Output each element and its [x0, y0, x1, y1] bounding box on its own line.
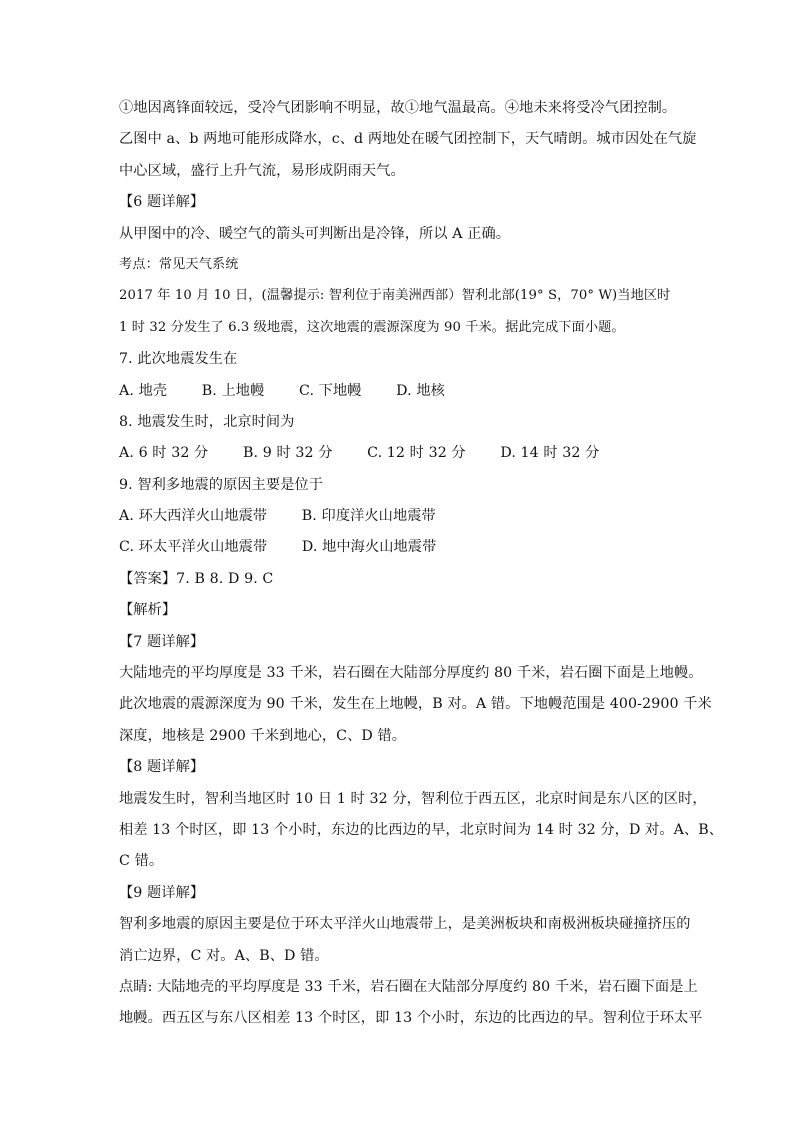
- option: D. 14 时 32 分: [500, 445, 600, 462]
- option: C. 12 时 32 分: [367, 445, 466, 462]
- text-line: 从甲图中的冷、暖空气的箭头可判断出是冷锋，所以 A 正确。: [119, 225, 511, 242]
- question-7-options: [119, 381, 679, 401]
- option: A. 6 时 32 分: [119, 445, 209, 462]
- document-page: [119, 98, 724, 1040]
- text-line: 深度，地核是 2900 千米到地心，C、D 错。: [119, 727, 407, 744]
- option: A. 地壳: [119, 382, 168, 399]
- text-line: 中心区域，盛行上升气流，易形成阴雨天气。: [119, 162, 405, 179]
- question-7: 7. 此次地震发生在: [119, 351, 238, 368]
- option: B. 9 时 32 分: [242, 445, 333, 462]
- text-line: 考点：常见天气系统: [119, 256, 239, 272]
- question-8-options: [119, 443, 679, 463]
- section-heading: 【6 题详解】: [119, 194, 205, 211]
- text-line: 1 时 32 分发生了 6.3 级地震，这次地震的震源深度为 90 千米。据此完成下面小题。: [119, 319, 625, 335]
- text-line: 相差 13 个时区，即 13 个小时，东边的比西边的早，北京时间为 14 时 32 分，D 对。A、B、: [119, 821, 724, 838]
- option: A. 环大西洋火山地震带: [119, 508, 268, 525]
- text-line: 消亡边界，C 对。A、B、D 错。: [119, 947, 329, 964]
- answer-line: 【答案】7. B 8. D 9. C: [119, 570, 274, 587]
- option: D. 地中海火山地震带: [301, 539, 437, 556]
- text-line: 此次地震的震源深度为 90 千米，发生在上地幔，B 对。A 错。下地幔范围是 400-2900 千米: [119, 696, 712, 713]
- question-9-options-row1: [119, 506, 679, 526]
- option: C. 下地幔: [299, 382, 362, 399]
- text-line: 乙图中 a、b 两地可能形成降水，c、d 两地处在暖气团控制下，天气晴朗。城市因处在气旋: [119, 131, 697, 148]
- text-line: C 错。: [119, 853, 164, 870]
- option: B. 印度洋火山地震带: [301, 508, 436, 525]
- text-line: 智利多地震的原因主要是位于环太平洋火山地震带上，是美洲板块和南极洲板块碰撞挤压的: [119, 916, 691, 933]
- text-line: 地幔。西五区与东八区相差 13 个时区，即 13 个小时，东边的比西边的早。智利位于环太平: [119, 1010, 703, 1027]
- option: D. 地核: [396, 382, 445, 399]
- option: C. 环太平洋火山地震带: [119, 539, 268, 556]
- text-line: ①地因离锋面较远，受冷气团影响不明显，故①地气温最高。④地未来将受冷气团控制。: [119, 100, 677, 116]
- question-8: 8. 地震发生时，北京时间为: [119, 413, 295, 430]
- option: B. 上地幔: [201, 382, 265, 399]
- text-line: 地震发生时，智利当地区时 10 日 1 时 32 分，智利位于西五区，北京时间是东八区的区时，: [119, 790, 707, 807]
- section-heading: 【解析】: [119, 602, 177, 619]
- section-heading: 【7 题详解】: [119, 633, 205, 650]
- section-heading: 【9 题详解】: [119, 884, 205, 901]
- text-line: 点睛: 大陆地壳的平均厚度是 33 千米，岩石圈在大陆部分厚度约 80 千米，岩石圈下面是上: [119, 978, 698, 995]
- text-line: 2017 年 10 月 10 日，(温馨提示: 智利位于南美洲西部）智利北部(19° S，70° W)当地区时: [119, 288, 671, 304]
- section-heading: 【8 题详解】: [119, 759, 205, 776]
- question-9: 9. 智利多地震的原因主要是位于: [119, 476, 324, 493]
- text-line: 大陆地壳的平均厚度是 33 千米，岩石圈在大陆部分厚度约 80 千米，岩石圈下面是上地幔。: [119, 665, 703, 682]
- question-9-options-row2: [119, 537, 679, 557]
